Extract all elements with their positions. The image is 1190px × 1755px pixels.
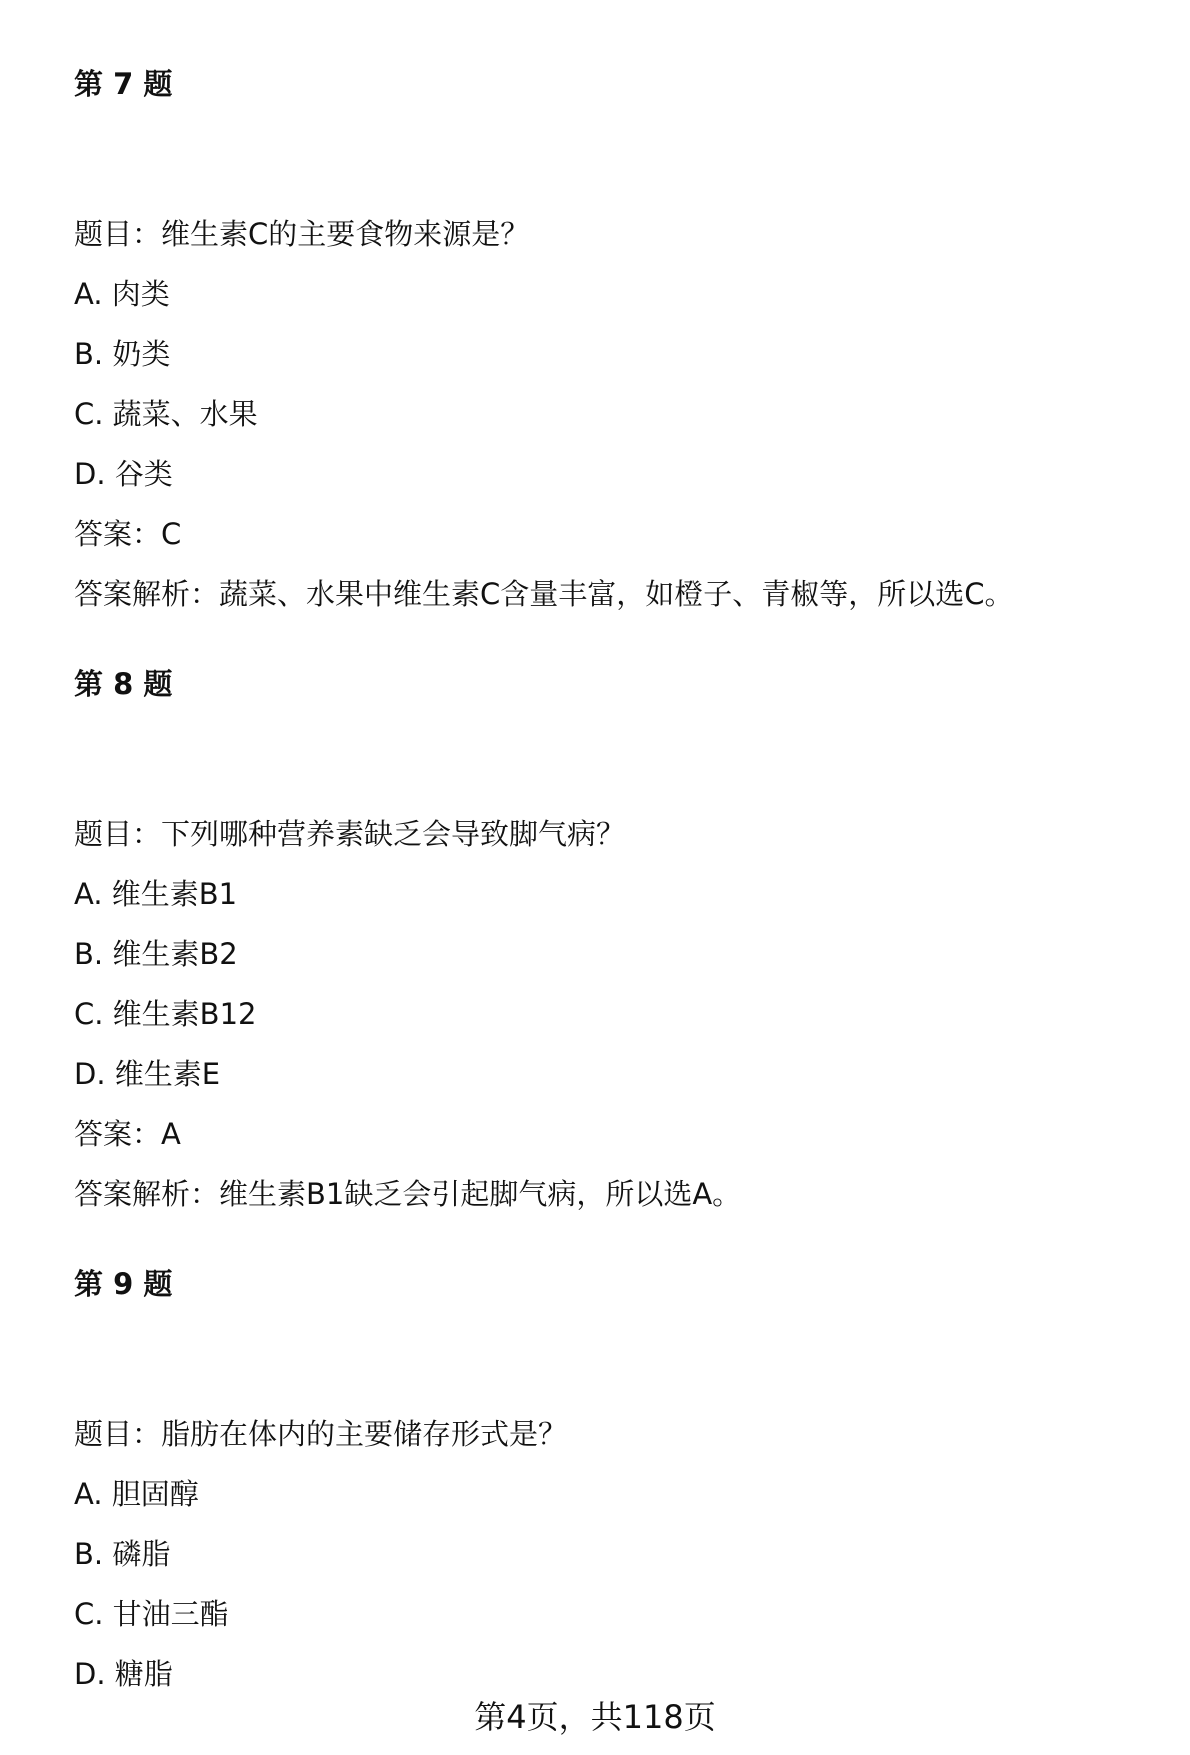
- option-b: B. 磷脂: [74, 1537, 171, 1571]
- option-c: C. 维生素B12: [74, 997, 257, 1031]
- answer-analysis: 答案解析：蔬菜、水果中维生素C含量丰富，如橙子、青椒等，所以选C。: [74, 577, 1014, 611]
- option-b: B. 奶类: [74, 337, 171, 371]
- option-d: D. 谷类: [74, 457, 173, 491]
- option-c: C. 蔬菜、水果: [74, 397, 258, 431]
- question-heading: 第 7 题: [74, 67, 173, 101]
- option-a: A. 胆固醇: [74, 1477, 199, 1511]
- question-stem: 题目：下列哪种营养素缺乏会导致脚气病？: [74, 817, 626, 851]
- answer-analysis: 答案解析：维生素B1缺乏会引起脚气病，所以选A。: [74, 1177, 742, 1211]
- option-b: B. 维生素B2: [74, 937, 238, 971]
- answer: 答案：C: [74, 517, 182, 551]
- option-c: C. 甘油三酯: [74, 1597, 229, 1631]
- question-heading: 第 8 题: [74, 667, 173, 701]
- question-heading: 第 9 题: [74, 1267, 173, 1301]
- question-stem: 题目：维生素C的主要食物来源是？: [74, 217, 530, 251]
- option-d: D. 维生素E: [74, 1057, 221, 1091]
- option-d: D. 糖脂: [74, 1657, 173, 1691]
- question-stem: 题目：脂肪在体内的主要储存形式是？: [74, 1417, 568, 1451]
- answer: 答案：A: [74, 1117, 181, 1151]
- option-a: A. 维生素B1: [74, 877, 238, 911]
- page-number: 第4页，共118页: [474, 1698, 716, 1736]
- option-a: A. 肉类: [74, 277, 170, 311]
